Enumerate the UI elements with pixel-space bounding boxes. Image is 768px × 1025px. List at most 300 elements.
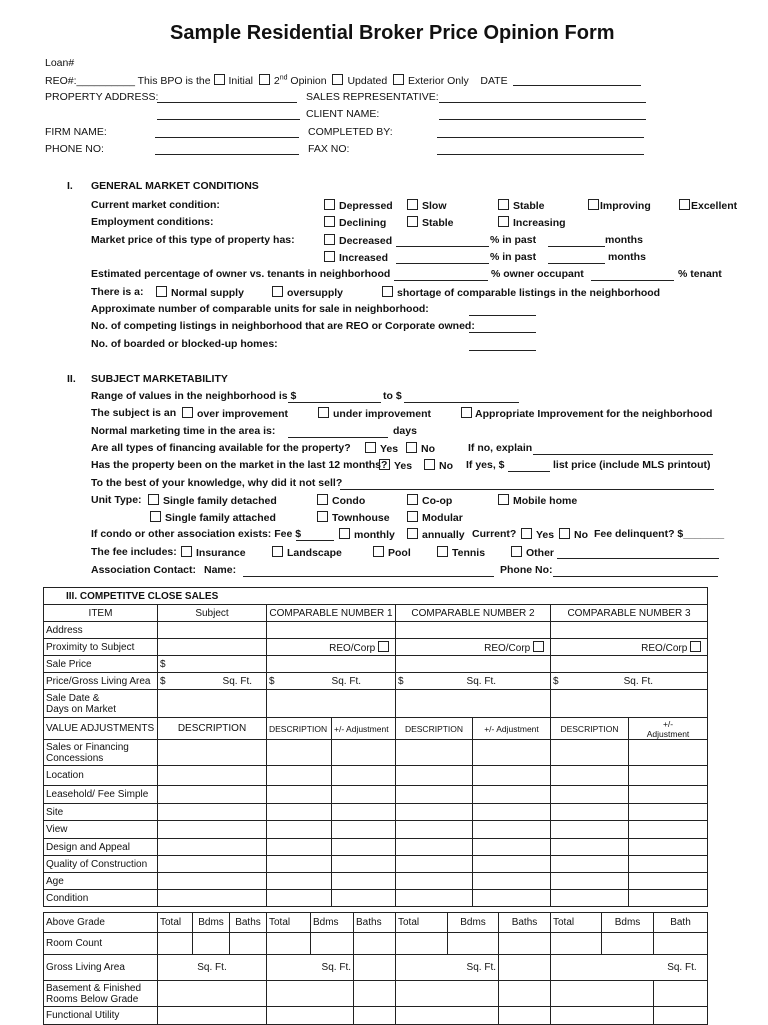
- appropriate-checkbox[interactable]: [461, 407, 472, 418]
- room-cell[interactable]: [267, 933, 311, 955]
- comp3-desc-cell[interactable]: [551, 856, 629, 873]
- comp1-desc-cell[interactable]: [267, 740, 332, 766]
- comp2-desc-cell[interactable]: [396, 821, 473, 839]
- value-adjustments-label: VALUE ADJUSTMENTS: [44, 718, 158, 740]
- comp1-adj-cell[interactable]: [332, 821, 396, 839]
- comp2-address-cell[interactable]: [396, 622, 551, 639]
- condition-label: Condition: [44, 890, 158, 907]
- subject-cell[interactable]: [158, 740, 267, 766]
- firm-name-label: FIRM NAME:: [45, 126, 107, 138]
- current-yes-label: Yes: [536, 529, 555, 541]
- decreased-checkbox[interactable]: [324, 234, 335, 245]
- improving-checkbox[interactable]: [588, 199, 599, 210]
- comp1-adj-cell[interactable]: [332, 740, 396, 766]
- subject-proximity-cell[interactable]: [158, 639, 267, 656]
- landscape-checkbox[interactable]: [272, 546, 283, 557]
- other-checkbox[interactable]: [511, 546, 522, 557]
- second-opinion-checkbox[interactable]: [259, 74, 270, 85]
- proximity-row: [44, 639, 708, 656]
- decreased-pct-field[interactable]: [396, 236, 489, 247]
- comp1-gla-cell[interactable]: [267, 955, 354, 981]
- comp3-adj-cell[interactable]: [629, 856, 708, 873]
- room-cell[interactable]: [448, 933, 499, 955]
- price-gla-label: Price/Gross Living Area: [44, 673, 158, 690]
- comp2-gla-cell[interactable]: [396, 955, 499, 981]
- declining-checkbox[interactable]: [324, 216, 335, 227]
- above-grade-row: [44, 913, 708, 933]
- date-field[interactable]: [513, 75, 641, 86]
- comp1-sale-price-cell[interactable]: [267, 656, 396, 673]
- comp1-reo-corp-checkbox[interactable]: [378, 641, 389, 652]
- sales-rep-field[interactable]: [439, 92, 646, 103]
- firm-name-field[interactable]: [155, 127, 299, 138]
- improving-label: Improving: [600, 200, 651, 212]
- competing-label: No. of competing listings in neighborhood that are REO or Corporate owned:: [91, 320, 475, 332]
- room-cell[interactable]: [551, 933, 602, 955]
- subject-cell[interactable]: [158, 839, 267, 856]
- pool-checkbox[interactable]: [373, 546, 384, 557]
- sales-fin-line1: Sales or Financing: [46, 741, 129, 753]
- address-row: [44, 622, 708, 639]
- comparable-sales-grid: [43, 587, 708, 907]
- appropriate-label: Appropriate Improvement for the neighborhood: [475, 408, 713, 420]
- slow-checkbox[interactable]: [407, 199, 418, 210]
- range-high-field[interactable]: [404, 392, 519, 403]
- monthly-checkbox[interactable]: [339, 528, 350, 539]
- fee-delinquent-label: Fee delinquent? $_______: [594, 528, 725, 540]
- comp2-proximity-cell[interactable]: [396, 639, 551, 656]
- subject-sale-date-cell[interactable]: [158, 690, 267, 718]
- comp1-bdms-header: Bdms: [311, 913, 354, 933]
- comp2-baths-header: Baths: [499, 913, 551, 933]
- sales-financing-label: [44, 740, 158, 766]
- comp1-desc-cell[interactable]: [267, 873, 332, 890]
- comp1-adj-cell[interactable]: [332, 786, 396, 804]
- comp2-adj-cell[interactable]: [473, 839, 551, 856]
- item-header: ITEM: [44, 605, 158, 622]
- assoc-exists-label: If condo or other association exists: Fee $: [91, 528, 302, 540]
- comp1-desc-cell[interactable]: [267, 839, 332, 856]
- comp3-sale-date-cell[interactable]: [551, 690, 708, 718]
- if-yes-label: If yes, $: [466, 459, 505, 471]
- comp3-basement-adj-cell[interactable]: [654, 981, 708, 1007]
- owner-vs-tenant-label: Estimated percentage of owner vs. tenants in neighborhood: [91, 268, 391, 280]
- condition-row: [44, 890, 708, 907]
- comp2-sale-price-cell[interactable]: [396, 656, 551, 673]
- exterior-label: Exterior Only: [408, 75, 469, 87]
- room-cell[interactable]: [230, 933, 267, 955]
- updated-label: Updated: [347, 75, 388, 87]
- mobile-home-checkbox[interactable]: [498, 494, 509, 505]
- subject-cell[interactable]: [158, 804, 267, 821]
- opinion-label: Opinion: [290, 75, 327, 87]
- excellent-checkbox[interactable]: [679, 199, 690, 210]
- comp3-description-header: DESCRIPTION: [551, 718, 629, 740]
- subject-cell[interactable]: [158, 766, 267, 786]
- comp3-bath-header: Bath: [654, 913, 708, 933]
- subject-address-cell[interactable]: [158, 622, 267, 639]
- subject-cell[interactable]: [158, 856, 267, 873]
- comp3-gla-sqft: Sq. Ft.: [623, 675, 654, 687]
- sales-rep-label: SALES REPRESENTATIVE:: [306, 91, 439, 103]
- comp1-sale-date-cell[interactable]: [267, 690, 396, 718]
- phone-no-field[interactable]: [155, 144, 299, 155]
- comp3-adj-cell[interactable]: [629, 890, 708, 907]
- comp2-adjustment-header: +/- Adjustment: [473, 718, 551, 740]
- value-adjustments-header-row: [44, 718, 708, 740]
- comp1-adj-cell[interactable]: [332, 873, 396, 890]
- sale-date-line1: Sale Date &: [46, 692, 100, 704]
- reo-line: [45, 74, 641, 87]
- comp2-adj-cell[interactable]: [473, 873, 551, 890]
- client-name-field[interactable]: [439, 109, 646, 120]
- normal-marketing-label: Normal marketing time in the area is:: [91, 425, 276, 437]
- comp3-desc-cell[interactable]: [551, 821, 629, 839]
- proximity-label: Proximity to Subject: [44, 639, 158, 656]
- subject-price-gla-cell[interactable]: [158, 673, 267, 690]
- subject-cell[interactable]: [158, 786, 267, 804]
- comp2-desc-cell[interactable]: [396, 873, 473, 890]
- subject-cell[interactable]: [158, 873, 267, 890]
- monthly-label: monthly: [354, 529, 395, 541]
- date-label: DATE: [480, 75, 508, 87]
- financing-no-label: No: [421, 443, 435, 455]
- comp2-desc-cell[interactable]: [396, 740, 473, 766]
- annually-checkbox[interactable]: [407, 528, 418, 539]
- modular-checkbox[interactable]: [407, 511, 418, 522]
- tennis-checkbox[interactable]: [437, 546, 448, 557]
- room-cell[interactable]: [499, 933, 551, 955]
- room-cell[interactable]: [158, 933, 193, 955]
- subject-basement-cell[interactable]: [158, 981, 267, 1007]
- comp3-desc-cell[interactable]: [551, 839, 629, 856]
- oversupply-checkbox[interactable]: [272, 286, 283, 297]
- second-sup: nd: [279, 74, 288, 82]
- adj-top: +/-: [662, 718, 674, 729]
- depressed-checkbox[interactable]: [324, 199, 335, 210]
- financing-yes-checkbox[interactable]: [365, 442, 376, 453]
- room-cell[interactable]: [311, 933, 354, 955]
- room-count-row: [44, 933, 708, 955]
- increased-pct-field[interactable]: [396, 253, 489, 264]
- current-label: Current?: [472, 528, 517, 540]
- subject-is-an-label: The subject is an: [91, 407, 177, 419]
- comp3-adj-cell[interactable]: [629, 804, 708, 821]
- gla-row: [44, 955, 708, 981]
- comp3-adj-cell[interactable]: [629, 740, 708, 766]
- comp1-desc-cell[interactable]: [267, 890, 332, 907]
- subject-baths-header: Baths: [230, 913, 267, 933]
- insurance-checkbox[interactable]: [181, 546, 192, 557]
- age-label: Age: [44, 873, 158, 890]
- comp1-proximity-cell[interactable]: [267, 639, 396, 656]
- condo-checkbox[interactable]: [317, 494, 328, 505]
- coop-label: Co-op: [422, 495, 453, 507]
- why-not-sell-field[interactable]: [340, 479, 714, 490]
- assoc-name-label: Name:: [204, 564, 237, 576]
- comp2-adj-cell[interactable]: [473, 856, 551, 873]
- assoc-phone-field[interactable]: [553, 566, 718, 577]
- financing-no-checkbox[interactable]: [406, 442, 417, 453]
- comp1-functional-adj-cell[interactable]: [354, 1007, 396, 1025]
- comp1-gla-sqft-label: Sq. Ft.: [321, 962, 351, 973]
- comp3-desc-cell[interactable]: [551, 890, 629, 907]
- quality-label: Quality of Construction: [44, 856, 158, 873]
- comp2-reo-corp-checkbox[interactable]: [533, 641, 544, 652]
- comp3-desc-cell[interactable]: [551, 786, 629, 804]
- increasing-label: Increasing: [513, 217, 566, 229]
- section1-heading: GENERAL MARKET CONDITIONS: [91, 180, 259, 192]
- employment-stable-checkbox[interactable]: [407, 216, 418, 227]
- property-address-field[interactable]: [157, 92, 297, 103]
- decreased-months-field[interactable]: [548, 236, 605, 247]
- increasing-checkbox[interactable]: [498, 216, 509, 227]
- excellent-label: Excellent: [691, 200, 738, 212]
- under-improvement-checkbox[interactable]: [318, 407, 329, 418]
- comp1-adj-cell[interactable]: [332, 839, 396, 856]
- comp3-sale-price-cell[interactable]: [551, 656, 708, 673]
- comp1-adj-cell[interactable]: [332, 856, 396, 873]
- comp3-adj-cell[interactable]: [629, 786, 708, 804]
- comp2-basement-cell[interactable]: [396, 981, 499, 1007]
- comp2-desc-cell[interactable]: [396, 856, 473, 873]
- basement-line1: Basement & Finished: [46, 982, 142, 994]
- comp3-desc-cell[interactable]: [551, 804, 629, 821]
- price-gla-row: [44, 673, 708, 690]
- view-label: View: [44, 821, 158, 839]
- shortage-checkbox[interactable]: [382, 286, 393, 297]
- range-label: Range of values in the neighborhood is $: [91, 390, 297, 402]
- assoc-contact-label: Association Contact:: [91, 564, 197, 576]
- room-cell[interactable]: [354, 933, 396, 955]
- comp1-desc-cell[interactable]: [267, 804, 332, 821]
- assoc-fee-field[interactable]: [296, 530, 334, 541]
- comp3-address-cell[interactable]: [551, 622, 708, 639]
- comp2-adj-cell[interactable]: [473, 786, 551, 804]
- comp1-desc-cell[interactable]: [267, 766, 332, 786]
- range-to-label: to $: [383, 390, 402, 402]
- there-is-a-label: There is a:: [91, 286, 144, 298]
- subject-gla-sqft-label: Sq. Ft.: [197, 962, 227, 973]
- fax-no-field[interactable]: [437, 144, 644, 155]
- comp2-gla-dollar: $: [398, 675, 404, 687]
- comp3-total-header: Total: [551, 913, 602, 933]
- subject-total-header: Total: [158, 913, 193, 933]
- comp2-gla-sqft: Sq. Ft.: [466, 675, 496, 687]
- comp1-gla-sqft: Sq. Ft.: [331, 675, 361, 687]
- comp2-bdms-header: Bdms: [448, 913, 499, 933]
- other-label: Other: [526, 547, 555, 559]
- declining-label: Declining: [339, 217, 387, 229]
- sfd-checkbox[interactable]: [148, 494, 159, 505]
- sale-date-row: [44, 690, 708, 718]
- comp2-desc-cell[interactable]: [396, 804, 473, 821]
- reo-label: REO#:__________ This BPO is the: [45, 75, 211, 87]
- other-field[interactable]: [557, 548, 719, 559]
- competing-field[interactable]: [469, 322, 536, 333]
- assoc-name-field[interactable]: [243, 566, 494, 577]
- sfa-label: Single family attached: [165, 512, 276, 524]
- townhouse-checkbox[interactable]: [317, 511, 328, 522]
- depressed-label: Depressed: [339, 200, 393, 212]
- financing-label: Are all types of financing available for the property?: [91, 442, 351, 454]
- subject-cell[interactable]: [158, 821, 267, 839]
- comp2-functional-adj-cell[interactable]: [499, 1007, 551, 1025]
- employment-label: Employment conditions:: [91, 216, 214, 228]
- current-yes-checkbox[interactable]: [521, 528, 532, 539]
- comp2-price-gla-cell[interactable]: [396, 673, 551, 690]
- comp2-desc-cell[interactable]: [396, 890, 473, 907]
- list-price-field[interactable]: [508, 461, 550, 472]
- section1-number: I.: [67, 180, 73, 192]
- increased-checkbox[interactable]: [324, 251, 335, 262]
- owner-pct-field[interactable]: [394, 270, 488, 281]
- comp3-proximity-cell[interactable]: [551, 639, 708, 656]
- comp3-adj-cell[interactable]: [629, 839, 708, 856]
- over-improvement-checkbox[interactable]: [182, 407, 193, 418]
- comp2-adj-cell[interactable]: [473, 821, 551, 839]
- grid-header-row: [44, 605, 708, 622]
- comp2-adj-cell[interactable]: [473, 890, 551, 907]
- property-address-field-2[interactable]: [157, 109, 300, 120]
- completed-by-field[interactable]: [437, 127, 644, 138]
- subject-functional-cell[interactable]: [158, 1007, 267, 1025]
- comp2-adj-cell[interactable]: [473, 766, 551, 786]
- stable-label: Stable: [513, 200, 545, 212]
- financing-yes-label: Yes: [380, 443, 399, 455]
- sale-date-label: [44, 690, 158, 718]
- comp2-functional-cell[interactable]: [396, 1007, 499, 1025]
- normal-supply-checkbox[interactable]: [156, 286, 167, 297]
- current-market-label: Current market condition:: [91, 199, 220, 211]
- location-label: Location: [44, 766, 158, 786]
- comp3-gla-sqft-label: Sq. Ft.: [667, 962, 697, 973]
- if-no-explain-label: If no, explain: [468, 442, 533, 454]
- comp1-desc-cell[interactable]: [267, 856, 332, 873]
- on-market-no-checkbox[interactable]: [424, 459, 435, 470]
- comp2-sale-date-cell[interactable]: [396, 690, 551, 718]
- comp2-adj-cell[interactable]: [473, 740, 551, 766]
- room-cell[interactable]: [654, 933, 708, 955]
- comp3-bdms-header: Bdms: [602, 913, 654, 933]
- tenant-label: % tenant: [678, 268, 722, 280]
- loan-label: Loan#: [45, 57, 75, 69]
- subject-sale-price-cell[interactable]: [158, 656, 267, 673]
- subject-gla-dollar: $: [160, 675, 166, 687]
- increased-months-label: months: [608, 251, 646, 263]
- room-cell[interactable]: [602, 933, 654, 955]
- tenant-pct-field[interactable]: [591, 270, 674, 281]
- comp1-address-cell[interactable]: [267, 622, 396, 639]
- updated-checkbox[interactable]: [332, 74, 343, 85]
- comp2-desc-cell[interactable]: [396, 766, 473, 786]
- boarded-field[interactable]: [469, 340, 536, 351]
- comp1-price-gla-cell[interactable]: [267, 673, 396, 690]
- comp3-adj-cell[interactable]: [629, 821, 708, 839]
- subject-cell[interactable]: [158, 890, 267, 907]
- basement-line2: Rooms Below Grade: [46, 993, 139, 1005]
- marketing-days-field[interactable]: [288, 427, 388, 438]
- comp3-adj-cell[interactable]: [629, 766, 708, 786]
- quality-row: [44, 856, 708, 873]
- sale-price-label: Sale Price: [44, 656, 158, 673]
- sfa-checkbox[interactable]: [150, 511, 161, 522]
- location-row: [44, 766, 708, 786]
- second-label: 2: [273, 75, 280, 87]
- condo-label: Condo: [332, 495, 366, 507]
- comp2-gla-adj-cell[interactable]: [499, 955, 551, 981]
- comp3-desc-cell[interactable]: [551, 740, 629, 766]
- sales-financing-row: [44, 740, 708, 766]
- current-no-label: No: [574, 529, 588, 541]
- design-row: [44, 839, 708, 856]
- subject-gla-sqft: Sq. Ft.: [222, 675, 252, 687]
- comp2-adj-cell[interactable]: [473, 804, 551, 821]
- comp3-gla-cell[interactable]: [551, 955, 708, 981]
- adj-bottom: Adjustment: [646, 728, 690, 739]
- comp3-desc-cell[interactable]: [551, 766, 629, 786]
- above-grade-label: Above Grade: [44, 913, 158, 933]
- comp1-adj-cell[interactable]: [332, 804, 396, 821]
- increased-label: Increased: [339, 252, 389, 264]
- subject-description-header: DESCRIPTION: [158, 718, 267, 740]
- comp1-gla-dollar: $: [269, 675, 275, 687]
- sale-date-line2: Days on Market: [46, 703, 117, 715]
- room-cell[interactable]: [193, 933, 230, 955]
- comp1-gla-adj-cell[interactable]: [354, 955, 396, 981]
- coop-checkbox[interactable]: [407, 494, 418, 505]
- on-market-yes-checkbox[interactable]: [379, 459, 390, 470]
- comp3-adjustment-header: [629, 718, 708, 740]
- comp3-adj-cell[interactable]: [629, 873, 708, 890]
- owner-occupant-label: % owner occupant: [491, 268, 584, 280]
- comp1-functional-cell[interactable]: [267, 1007, 354, 1025]
- room-cell[interactable]: [396, 933, 448, 955]
- section2-number: II.: [67, 373, 76, 385]
- comp1-basement-cell[interactable]: [267, 981, 354, 1007]
- comp1-desc-cell[interactable]: [267, 821, 332, 839]
- functional-label: Functional Utility: [44, 1007, 158, 1025]
- comp2-desc-cell[interactable]: [396, 839, 473, 856]
- page-title: Sample Residential Broker Price Opinion Form: [170, 22, 615, 44]
- subject-gla-cell[interactable]: [158, 955, 267, 981]
- current-no-checkbox[interactable]: [559, 528, 570, 539]
- comp3-desc-cell[interactable]: [551, 873, 629, 890]
- comp3-header: COMPARABLE NUMBER 3: [551, 605, 708, 622]
- initial-checkbox[interactable]: [214, 74, 225, 85]
- comp3-reo-corp-label: REO/Corp: [641, 642, 688, 654]
- comp3-price-gla-cell[interactable]: [551, 673, 708, 690]
- comp1-adj-cell[interactable]: [332, 766, 396, 786]
- comp3-reo-corp-checkbox[interactable]: [690, 641, 701, 652]
- increased-months-field[interactable]: [548, 253, 605, 264]
- exterior-only-checkbox[interactable]: [393, 74, 404, 85]
- stable-checkbox[interactable]: [498, 199, 509, 210]
- range-low-field[interactable]: [288, 392, 381, 403]
- if-no-explain-field[interactable]: [533, 444, 713, 455]
- comp1-desc-cell[interactable]: [267, 786, 332, 804]
- comp2-basement-adj-cell[interactable]: [499, 981, 551, 1007]
- approx-units-field[interactable]: [469, 305, 536, 316]
- leasehold-row: [44, 786, 708, 804]
- comp1-basement-adj-cell[interactable]: [354, 981, 396, 1007]
- comp3-functional-cell[interactable]: [551, 1007, 654, 1025]
- comp1-adj-cell[interactable]: [332, 890, 396, 907]
- comp2-desc-cell[interactable]: [396, 786, 473, 804]
- comp3-basement-cell[interactable]: [551, 981, 654, 1007]
- basement-label: [44, 981, 158, 1007]
- comp3-functional-adj-cell[interactable]: [654, 1007, 708, 1025]
